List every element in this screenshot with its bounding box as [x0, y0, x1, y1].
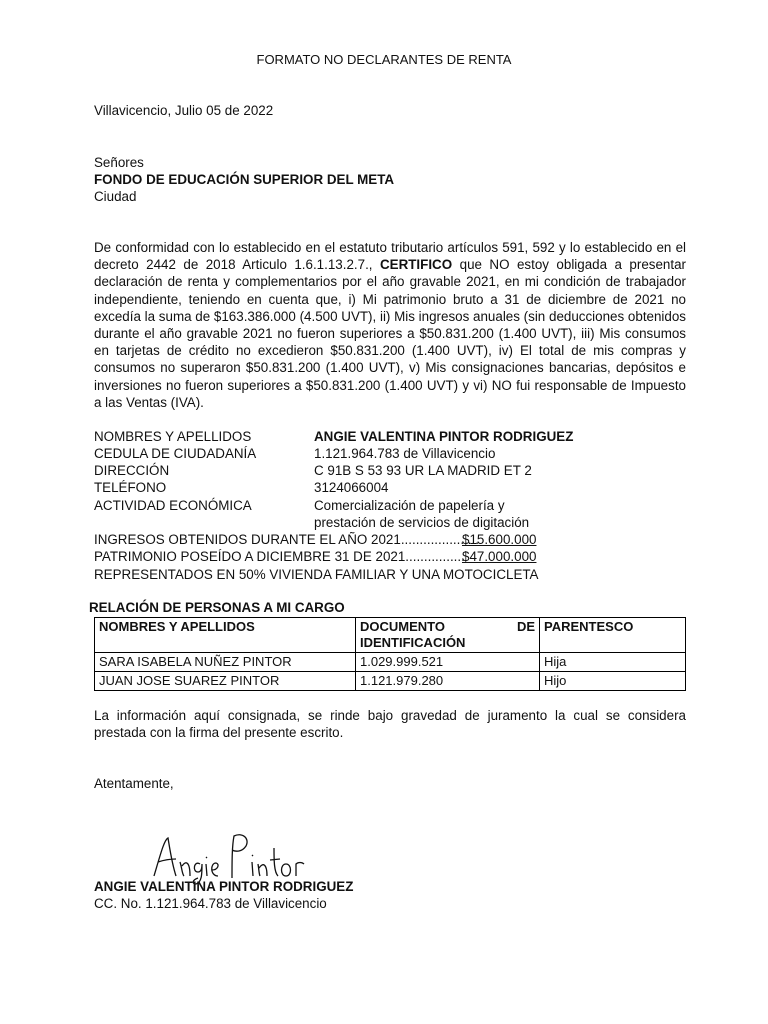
col-rel-header: PARENTESCO: [540, 618, 686, 653]
activity-label: ACTIVIDAD ECONÓMICA: [94, 498, 252, 513]
info-names-row: [94, 428, 694, 445]
assets-value: $47.000.000: [462, 549, 537, 564]
dependent-name: JUAN JOSE SUAREZ PINTOR: [95, 672, 356, 691]
handwritten-signature: [146, 826, 306, 886]
dependents-heading: RELACIÓN DE PERSONAS A MI CARGO: [89, 600, 345, 615]
dependent-name: SARA ISABELA NUÑEZ PINTOR: [95, 653, 356, 672]
recipient-name: FONDO DE EDUCACIÓN SUPERIOR DEL META: [94, 172, 395, 187]
doc-header-word-1: DOCUMENTO: [360, 619, 445, 634]
phone-label: TELÉFONO: [94, 480, 167, 495]
body-part-2: que NO estoy obligada a presentar declaración de renta y complementarios por el año gravable 2021, en mi condición de trabajador independiente, teniendo en cuenta que, i) Mi patrimonio bruto a 31 de diciembre de 2021 no excedía la suma de $163.386.000 (4.500 UVT), ii) Mis ingresos anuales (sin deducciones obtenidos durante el año gravable 2021 no fueron superiores a $50.831.200 (1.400 UVT), iii) Mis consumos en tarjetas de crédito no excedieron $50.831.200 (1.400 UVT), iv) El total de mis compras y consumos no superaron $50.831.200 (1.400 UVT), v) Mis consignaciones bancarias, depósitos e inversiones no fueron superiores a $50.831.200 (1.400 UVT) y vi) NO fui responsable de Impuesto a las Ventas (IVA).: [94, 257, 686, 410]
names-label: NOMBRES Y APELLIDOS: [94, 429, 252, 444]
dependent-doc: 1.029.999.521: [356, 653, 540, 672]
doc-header-word-2: DE: [516, 619, 535, 634]
oath-paragraph: La información aquí consignada, se rinde bajo gravedad de juramento la cual se considera prestada con la firma del presente escrito.: [94, 708, 686, 741]
body-part-1: De conformidad con lo establecido en el estatuto tributario artículos 591, 592 y lo establecido en el decreto 2442 de 2018 Articulo 1.6.1.13.2.7.,: [94, 240, 686, 273]
place-date: Villavicencio, Julio 05 de 2022: [94, 103, 274, 118]
table-row: [95, 672, 686, 691]
dependent-relationship: Hijo: [540, 672, 686, 691]
dependent-doc: 1.121.979.280: [356, 672, 540, 691]
info-phone-row: [94, 479, 694, 496]
info-represented-row: [94, 566, 694, 583]
col-names-header: NOMBRES Y APELLIDOS: [95, 618, 356, 653]
assets-label: PATRIMONIO POSEÍDO A DICIEMBRE 31 DE 2021................: [94, 549, 465, 564]
col-doc-header: [356, 618, 540, 653]
certification-paragraph: [94, 239, 686, 411]
certifico-word: CERTIFICO: [379, 257, 453, 273]
info-address-row: [94, 462, 694, 479]
names-value: ANGIE VALENTINA PINTOR RODRIGUEZ: [314, 429, 574, 444]
info-income-row: [94, 531, 694, 548]
activity-value-2: prestación de servicios de digitación: [314, 515, 530, 530]
doc-header-line-2: IDENTIFICACIÓN: [360, 635, 466, 650]
recipient-salutation: Señores: [94, 155, 144, 170]
info-assets-row: [94, 548, 694, 565]
signer-id: CC. No. 1.121.964.783 de Villavicencio: [94, 896, 327, 911]
signer-name: ANGIE VALENTINA PINTOR RODRIGUEZ: [94, 879, 354, 894]
activity-value-1: Comercialización de papelería y: [314, 498, 505, 513]
table-header-row: [95, 618, 686, 653]
id-value: 1.121.964.783 de Villavicencio: [314, 446, 496, 461]
recipient-city: Ciudad: [94, 189, 137, 204]
info-activity-row-2: [94, 514, 694, 531]
info-activity-row: [94, 497, 694, 514]
address-value: C 91B S 53 93 UR LA MADRID ET 2: [314, 463, 532, 478]
phone-value: 3124066004: [314, 480, 389, 495]
document-title: FORMATO NO DECLARANTES DE RENTA: [256, 52, 512, 67]
doc-header-line-1: [360, 619, 535, 635]
income-label: INGRESOS OBTENIDOS DURANTE EL AÑO 2021.....................: [94, 532, 479, 547]
represented-text: REPRESENTADOS EN 50% VIVIENDA FAMILIAR Y UNA MOTOCICLETA: [94, 567, 539, 582]
address-label: DIRECCIÓN: [94, 463, 170, 478]
closing-text: Atentamente,: [94, 776, 174, 791]
income-value: $15.600.000: [462, 532, 537, 547]
info-id-row: [94, 445, 694, 462]
id-label: CEDULA DE CIUDADANÍA: [94, 446, 257, 461]
dependents-table: [94, 617, 686, 691]
dependent-relationship: Hija: [540, 653, 686, 672]
table-row: [95, 653, 686, 672]
